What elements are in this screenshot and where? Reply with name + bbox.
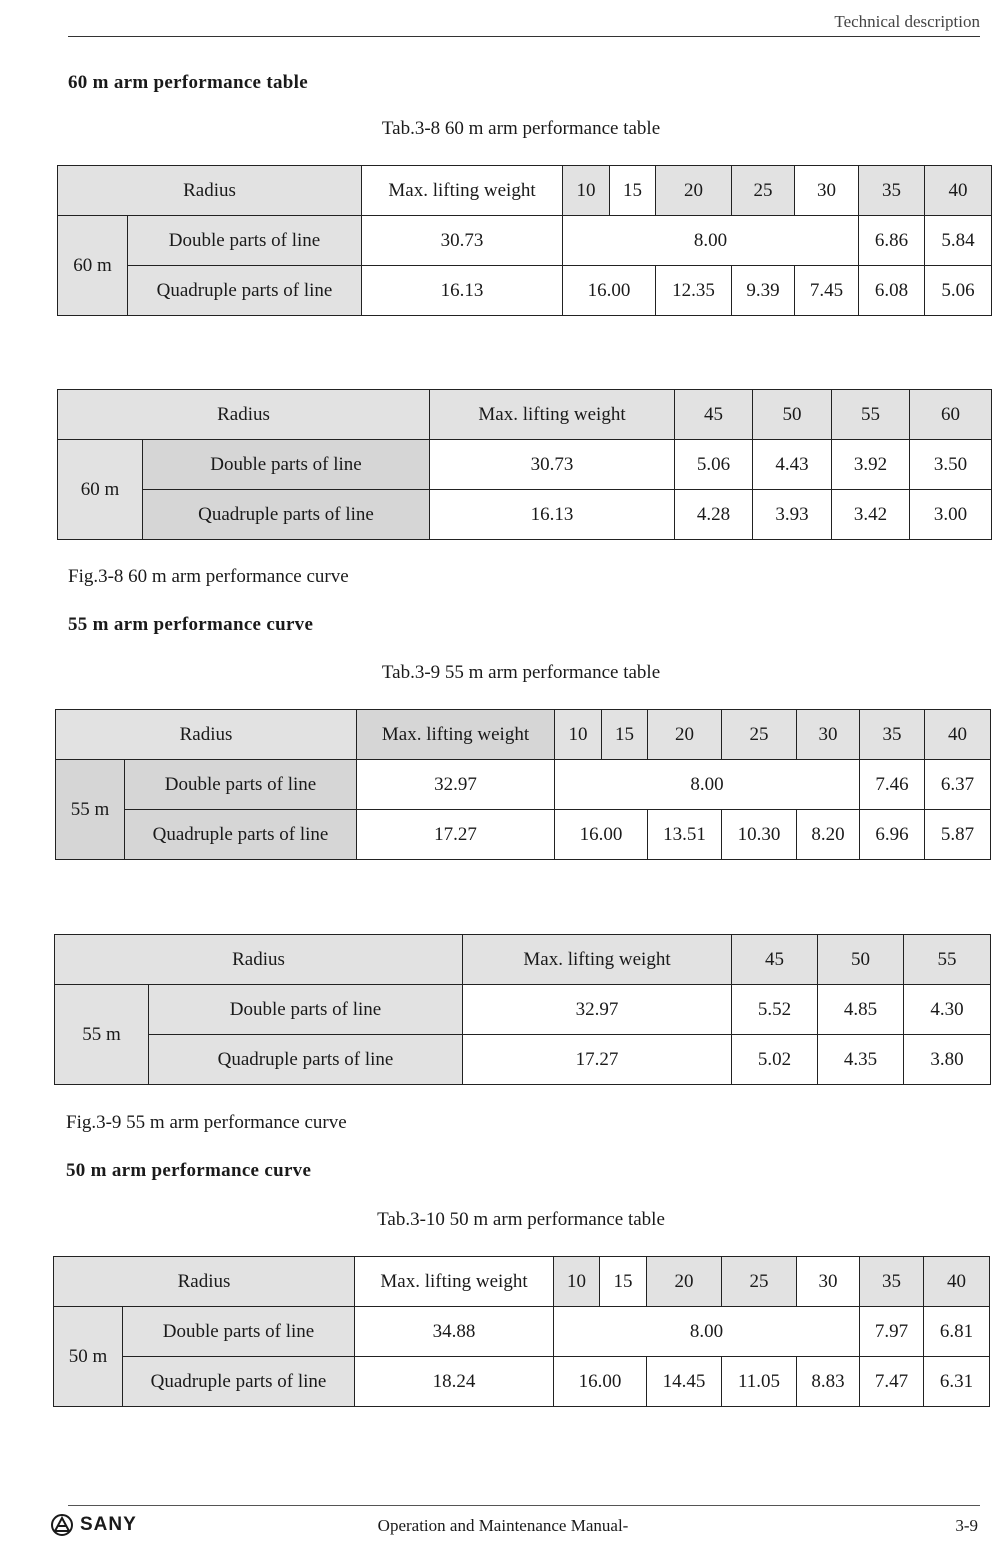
quadruple-parts-label: Quadruple parts of line xyxy=(143,490,430,540)
radius-value: 30 xyxy=(797,710,860,760)
radius-header: Radius xyxy=(58,166,362,216)
double-max-value: 30.73 xyxy=(430,440,675,490)
table-3-10 xyxy=(53,1256,990,1407)
footer-rule xyxy=(68,1505,980,1506)
page-number: 3-9 xyxy=(955,1516,978,1535)
double-merged-value: 8.00 xyxy=(555,760,860,810)
table-3-8 xyxy=(57,165,992,316)
radius-value: 25 xyxy=(732,166,795,216)
table-60m-continued xyxy=(57,389,992,540)
radius-header: Radius xyxy=(56,710,357,760)
max-lifting-weight-header: Max. lifting weight xyxy=(357,710,555,760)
double-value: 7.97 xyxy=(860,1307,924,1357)
double-value: 6.86 xyxy=(859,216,925,266)
double-max-value: 34.88 xyxy=(355,1307,554,1357)
quadruple-value: 3.00 xyxy=(910,490,992,540)
double-value: 3.50 xyxy=(910,440,992,490)
radius-value: 40 xyxy=(925,166,992,216)
section-title-60m: 60 m arm performance table xyxy=(68,72,308,93)
radius-value: 10 xyxy=(555,710,602,760)
radius-value: 50 xyxy=(753,390,832,440)
quadruple-value: 5.06 xyxy=(925,266,992,316)
double-value: 4.43 xyxy=(753,440,832,490)
radius-value: 15 xyxy=(600,1257,647,1307)
quadruple-merged-value: 16.00 xyxy=(563,266,656,316)
footer-manual-title: Operation and Maintenance Manual- xyxy=(377,1516,629,1535)
double-max-value: 30.73 xyxy=(362,216,563,266)
radius-value: 50 xyxy=(818,935,904,985)
radius-value: 10 xyxy=(563,166,610,216)
radius-value: 25 xyxy=(722,1257,797,1307)
running-header: Technical description xyxy=(834,12,980,31)
quadruple-value: 14.45 xyxy=(647,1357,722,1407)
quadruple-value: 10.30 xyxy=(722,810,797,860)
quadruple-parts-label: Quadruple parts of line xyxy=(149,1035,463,1085)
quadruple-value: 3.80 xyxy=(904,1035,991,1085)
radius-value: 40 xyxy=(924,1257,990,1307)
quadruple-merged-value: 16.00 xyxy=(555,810,648,860)
double-max-value: 32.97 xyxy=(357,760,555,810)
radius-value: 30 xyxy=(795,166,859,216)
radius-value: 35 xyxy=(860,1257,924,1307)
double-value: 7.46 xyxy=(860,760,925,810)
quadruple-value: 5.02 xyxy=(732,1035,818,1085)
radius-value: 15 xyxy=(602,710,648,760)
double-value: 5.84 xyxy=(925,216,992,266)
radius-value: 10 xyxy=(554,1257,600,1307)
quadruple-value: 3.42 xyxy=(832,490,910,540)
radius-value: 45 xyxy=(732,935,818,985)
double-merged-value: 8.00 xyxy=(554,1307,860,1357)
quadruple-value: 9.39 xyxy=(732,266,795,316)
max-lifting-weight-header: Max. lifting weight xyxy=(362,166,563,216)
arm-length: 60 m xyxy=(58,216,128,316)
radius-value: 35 xyxy=(860,710,925,760)
header-rule xyxy=(68,36,980,37)
quadruple-max-value: 16.13 xyxy=(362,266,563,316)
double-parts-label: Double parts of line xyxy=(123,1307,355,1357)
double-max-value: 32.97 xyxy=(463,985,732,1035)
radius-header: Radius xyxy=(55,935,463,985)
double-value: 5.06 xyxy=(675,440,753,490)
quadruple-value: 7.47 xyxy=(860,1357,924,1407)
quadruple-max-value: 17.27 xyxy=(357,810,555,860)
double-parts-label: Double parts of line xyxy=(149,985,463,1035)
arm-length: 55 m xyxy=(56,760,125,860)
radius-header: Radius xyxy=(58,390,430,440)
quadruple-value: 6.08 xyxy=(859,266,925,316)
figure-caption-3-9: Fig.3-9 55 m arm performance curve xyxy=(66,1112,347,1133)
radius-value: 55 xyxy=(832,390,910,440)
quadruple-value: 11.05 xyxy=(722,1357,797,1407)
section-title-55m: 55 m arm performance curve xyxy=(68,614,314,635)
quadruple-value: 8.20 xyxy=(797,810,860,860)
radius-value: 55 xyxy=(904,935,991,985)
table-caption-3-9: Tab.3-9 55 m arm performance table xyxy=(381,662,661,683)
quadruple-value: 4.28 xyxy=(675,490,753,540)
quadruple-max-value: 17.27 xyxy=(463,1035,732,1085)
radius-value: 20 xyxy=(647,1257,722,1307)
double-value: 4.85 xyxy=(818,985,904,1035)
quadruple-value: 7.45 xyxy=(795,266,859,316)
double-value: 6.81 xyxy=(924,1307,990,1357)
double-value: 5.52 xyxy=(732,985,818,1035)
quadruple-value: 6.31 xyxy=(924,1357,990,1407)
max-lifting-weight-header: Max. lifting weight xyxy=(355,1257,554,1307)
double-merged-value: 8.00 xyxy=(563,216,859,266)
double-parts-label: Double parts of line xyxy=(128,216,362,266)
radius-value: 30 xyxy=(797,1257,860,1307)
double-value: 6.37 xyxy=(925,760,991,810)
quadruple-value: 13.51 xyxy=(648,810,722,860)
double-value: 3.92 xyxy=(832,440,910,490)
quadruple-value: 4.35 xyxy=(818,1035,904,1085)
quadruple-max-value: 16.13 xyxy=(430,490,675,540)
radius-value: 25 xyxy=(722,710,797,760)
radius-value: 40 xyxy=(925,710,991,760)
table-55m-continued xyxy=(54,934,991,1085)
radius-value: 35 xyxy=(859,166,925,216)
radius-header: Radius xyxy=(54,1257,355,1307)
radius-value: 45 xyxy=(675,390,753,440)
radius-value: 20 xyxy=(648,710,722,760)
double-value: 4.30 xyxy=(904,985,991,1035)
quadruple-parts-label: Quadruple parts of line xyxy=(128,266,362,316)
quadruple-parts-label: Quadruple parts of line xyxy=(123,1357,355,1407)
radius-value: 20 xyxy=(656,166,732,216)
table-3-9 xyxy=(55,709,991,860)
quadruple-value: 6.96 xyxy=(860,810,925,860)
radius-value: 15 xyxy=(610,166,656,216)
table-caption-3-8: Tab.3-8 60 m arm performance table xyxy=(381,118,661,139)
max-lifting-weight-header: Max. lifting weight xyxy=(463,935,732,985)
radius-value: 60 xyxy=(910,390,992,440)
quadruple-max-value: 18.24 xyxy=(355,1357,554,1407)
logo-text: SANY xyxy=(80,1514,137,1535)
arm-length: 55 m xyxy=(55,985,149,1085)
quadruple-value: 3.93 xyxy=(753,490,832,540)
double-parts-label: Double parts of line xyxy=(125,760,357,810)
figure-caption-3-8: Fig.3-8 60 m arm performance curve xyxy=(68,566,349,587)
quadruple-value: 8.83 xyxy=(797,1357,860,1407)
arm-length: 50 m xyxy=(54,1307,123,1407)
table-caption-3-10: Tab.3-10 50 m arm performance table xyxy=(377,1209,665,1230)
quadruple-value: 5.87 xyxy=(925,810,991,860)
arm-length: 60 m xyxy=(58,440,143,540)
quadruple-merged-value: 16.00 xyxy=(554,1357,647,1407)
quadruple-parts-label: Quadruple parts of line xyxy=(125,810,357,860)
quadruple-value: 12.35 xyxy=(656,266,732,316)
max-lifting-weight-header: Max. lifting weight xyxy=(430,390,675,440)
double-parts-label: Double parts of line xyxy=(143,440,430,490)
section-title-50m: 50 m arm performance curve xyxy=(66,1160,312,1181)
